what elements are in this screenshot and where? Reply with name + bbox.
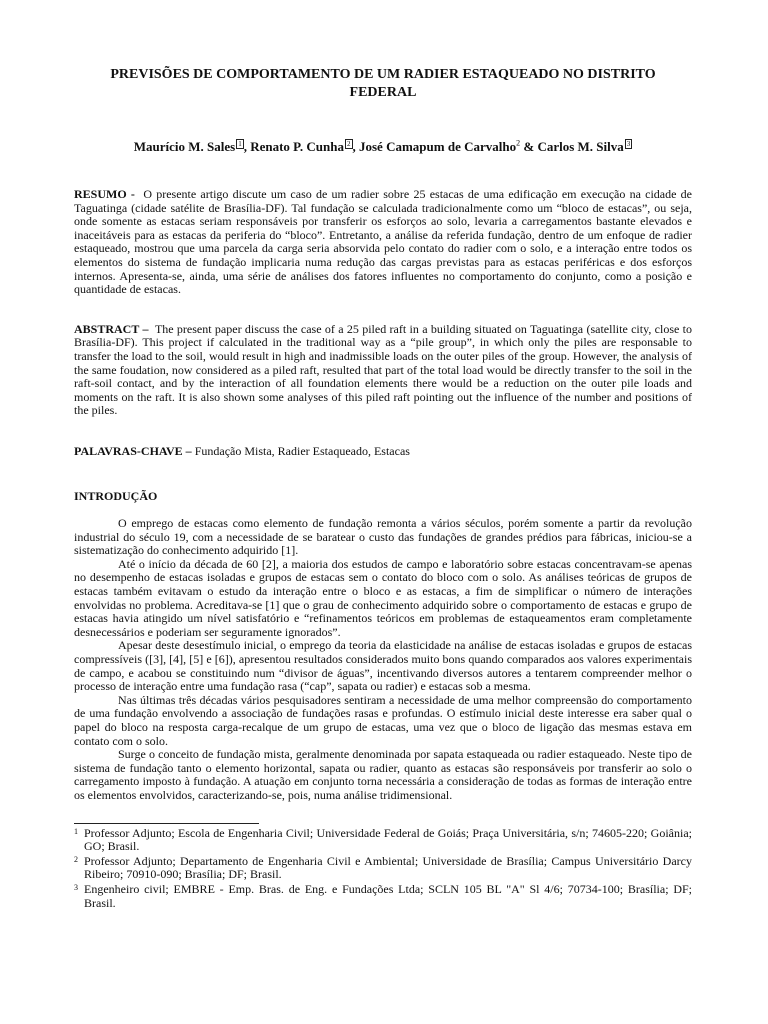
footnote-number: 2 [74,854,78,864]
footnote [74,827,692,854]
footnote-divider [74,823,259,824]
keywords-text: Fundação Mista, Radier Estaqueado, Estacas [194,443,410,458]
footnotes [74,827,692,911]
keywords-section [74,445,692,459]
author-affiliation-mark: 3 [626,140,631,148]
author-separator: & [520,139,538,154]
author-separator: , [352,139,359,154]
author-separator: , [243,139,251,154]
footnote-number: 3 [74,882,78,892]
author-name: Renato P. Cunha [250,139,344,154]
resumo-label: RESUMO - [74,187,135,201]
introduction-body [74,517,692,802]
abstract-section [74,323,692,418]
title-line-2: FEDERAL [349,85,417,100]
footnote [74,855,692,882]
footnote-number: 1 [74,826,78,836]
paragraph: Surge o conceito de fundação mista, geralmente denominada por sapata estaqueada ou radier estaqueado. Neste tipo de sistema de fundação tanto o elemento horizontal, sapata ou radier, quanto as estacas são responsáveis por transferir ao solo o carregamento imposto à fundação. A atuação em conjunto torna necessária a consideração de todas as formas de interação entre os elementos envolvidos, caracterizando-se, pois, numa análise tridimensional. [74,747,692,802]
footnote-text: Engenheiro civil; EMBRE - Emp. Bras. de Eng. e Fundações Ltda; SCLN 105 BL "A" Sl 4/6; 70734-100; Brasília; DF; Brasil. [84,881,692,910]
resumo-text: O presente artigo discute um caso de um radier sobre 25 estacas de uma edificação em execução na cidade de Taguatinga (cidade satélite de Brasília-DF). Tal fundação se calculada tradicionalmente como um “bloco de estacas”, ou seja, onde somente as estacas seriam responsáveis por transferir os esforços ao solo, levaria a carregamentos bastante elevados e inaceitáveis para as estacas da periferia do “bloco”. Entretanto, a análise da referida fundação, dentro de um enfoque de radier estaqueado, mostrou que uma parcela da carga seria absorvida pelo contato do radier com o solo, e a interação entre todos os elementos do sistema de fundação implicaria numa redução das cargas previstas para as estacas periféricas e dos esforços internos. Apresenta-se, ainda, uma série de análises dos fatores influentes no comportamento do conjunto, como a posição e quantidade de estacas. [74,187,692,297]
author-affiliation-mark: 2 [516,138,521,148]
keywords-label: PALAVRAS-CHAVE – [74,443,192,458]
resumo-section [74,188,692,297]
title-line-1: PREVISÕES DE COMPORTAMENTO DE UM RADIER ESTAQUEADO NO DISTRITO [110,67,656,82]
author-name: Carlos M. Silva [537,139,624,154]
author-name: José Camapum de Carvalho [359,139,517,154]
paragraph: Nas últimas três décadas vários pesquisadores sentiram a necessidade de uma melhor compreensão do comportamento de uma fundação envolvendo a associação de fundações rasas e profundas. O estímulo inicial deste interesse era saber qual o papel do bloco na resposta carga-recalque de um grupo de estacas, uma vez que o bloco de ligação das mesmas estava em contato com o solo. [74,692,692,748]
paragraph: Apesar deste desestímulo inicial, o emprego da teoria da elasticidade na análise de estacas isoladas e grupos de estacas compressíveis ([3], [4], [5] e [6]), apresentou resultados considerados muito bons quando comparados aos valores experimentais de campo, e acabou se constituindo num “divisor de águas”, incentivando diversos autores a tentarem compreender melhor o processo de interação entre uma fundação rasa (“cap”, sapata ou radier) e estacas sob a mesma. [74,638,692,694]
footnote-text: Professor Adjunto; Escola de Engenharia Civil; Universidade Federal de Goiás; Praça Universitária, s/n; 74605-220; Goiânia; GO; Brasil. [84,825,692,854]
author-list [74,139,692,155]
abstract-label: ABSTRACT – [74,321,149,336]
paragraph: O emprego de estacas como elemento de fundação remonta a vários séculos, porém somente a partir da revolução industrial do século 19, com a necessidade de se baratear o custo das fundações de grandes prédios para fábricas, iniciou-se a sistematização do conhecimento adquirido [1]. [74,516,692,558]
abstract-text: The present paper discuss the case of a 25 piled raft in a building situated on Taguatinga (satellite city, close to Brasília-DF). This project if calculated in the traditional way as a “pile group”, in which only the piles are responsable to transfer the load to the soil, would result in high and inadmissible loads on the outer piles of the group. However, the analysis of the same foudation, now considered as a piled raft, resulted that part of the total load would be directly transfer to the soil in the raft-soil contact, and by the interaction of all foundation elements there would be a reduction on the outer pile loads and moments on the raft. It is also shown some analyses of this piled raft pointing out the influence of the number and positions of the piles. [74,321,692,418]
author-affiliation-mark: 2 [347,140,351,148]
introduction-heading: INTRODUÇÃO [74,488,158,503]
footnote [74,883,692,910]
paper-title [74,66,692,102]
footnote-text: Professor Adjunto; Departamento de Engenharia Civil e Ambiental; Universidade de Brasília; Campus Universitário Darcy Ribeiro; 70910-090; Brasília; DF; Brasil. [84,853,692,882]
paragraph: Até o início da década de 60 [2], a maioria dos estudos de campo e laboratório sobre estacas concentravam-se apenas no desempenho de estacas isoladas e grupos de estacas sem o contato do bloco com o solo. As análises teóricas de grupos de estacas também evitavam o estudo da interação entre o bloco e as estacas, a fim de simplificar o número de interações envolvidas no problema. Acreditava-se [1] que o grau de conhecimento adquirido sobre o comportamento de estacas e grupo de estacas havia atingido um nível satisfatório e “refinamentos teóricos em problemas de estaqueamentos eram completamente desnecessários e poderiam ser seguramente ignorados”. [74,556,692,639]
author-name: Maurício M. Sales [133,139,236,154]
author-affiliation-mark: 1 [238,140,242,148]
